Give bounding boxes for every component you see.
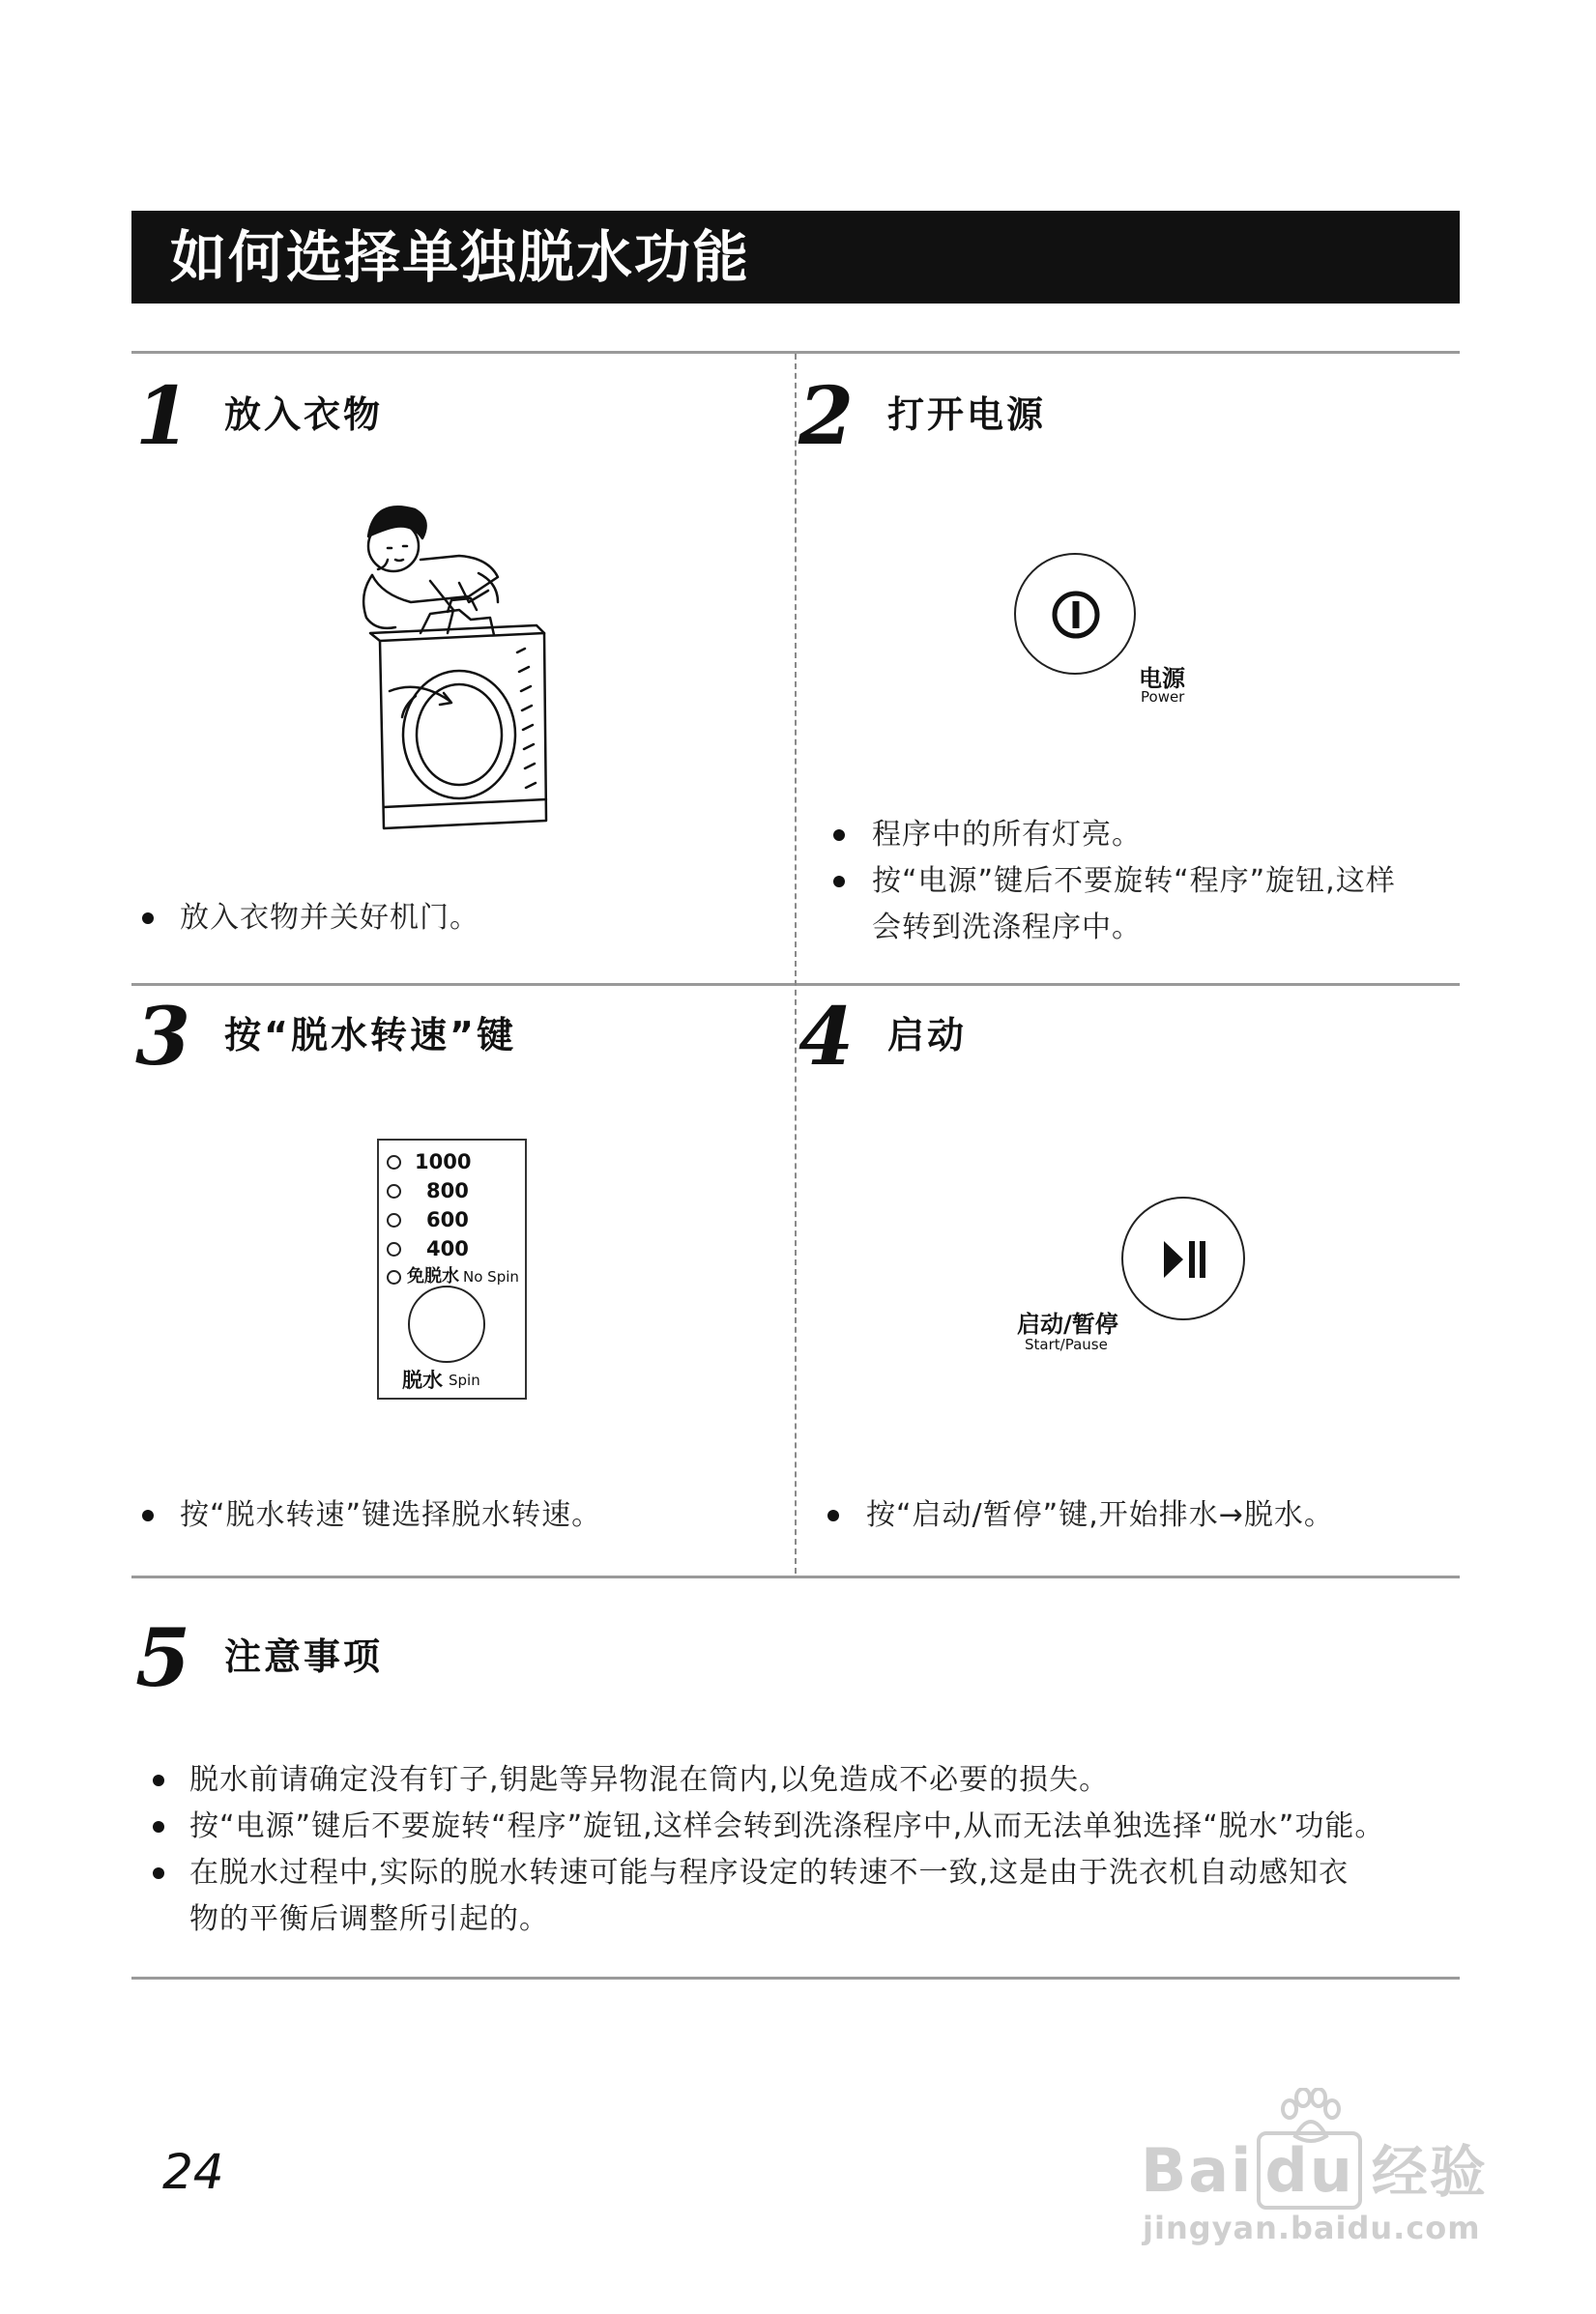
power-button[interactable] [1014,553,1136,675]
page-number: 24 [162,2144,224,2200]
step-2-bullet-dot-1 [833,829,845,841]
page-title: 如何选择单独脱水功能 [131,211,1460,304]
step-5-bullet-2: 按“电源”键后不要旋转“程序”旋钮,这样会转到洗涤程序中,从而无法单独选择“脱水”功能。 [189,1809,1385,1843]
step-5-bullet-dot-2 [153,1821,164,1833]
step-2-title: 打开电源 [887,393,1047,436]
divider-lower [131,1576,1460,1578]
step-4-bullet: 按“启动/暂停”键,开始排水→脱水。 [866,1498,1334,1532]
step-2-bullet-2: 按“电源”键后不要旋转“程序”旋钮,这样 [872,864,1396,898]
divider-bottom [131,1977,1460,1980]
watermark-brand: Bai [1141,2135,1254,2206]
spin-option-800: 800 [387,1181,469,1201]
step-1-bullet: 放入衣物并关好机门。 [180,901,479,935]
spin-speed-panel [377,1139,527,1400]
step-5-title: 注意事项 [224,1635,384,1678]
spin-option-600: 600 [387,1210,469,1230]
loading-laundry-illustration [314,488,556,841]
indicator-light [387,1213,401,1228]
step-4-number: 4 [798,991,855,1084]
step-5-bullet-3-cont: 物的平衡后调整所引起的。 [189,1902,549,1936]
watermark-cn: 经验 [1371,2139,1488,2205]
step-1-title: 放入衣物 [224,393,384,436]
spin-option-400: 400 [387,1239,469,1259]
step-2-bullet-1: 程序中的所有灯亮。 [872,818,1142,852]
baidu-jingyan-watermark [1131,2088,1518,2252]
step-3-number: 3 [135,991,191,1084]
power-icon [1049,588,1103,642]
column-divider [795,354,797,1574]
spin-option-1000: 1000 [387,1152,471,1172]
step-3-bullet-dot [142,1510,154,1521]
indicator-light [387,1155,401,1170]
indicator-light [387,1270,401,1285]
watermark-url: jingyan.baidu.com [1143,2210,1481,2246]
spin-button[interactable] [408,1286,485,1363]
start-pause-label-cn: 启动/暂停 [1017,1311,1118,1338]
step-5-bullet-dot-1 [153,1775,164,1786]
play-pause-icon [1162,1239,1208,1280]
power-label-en: Power [1141,688,1185,706]
step-1-bullet-dot [142,912,154,924]
power-label-cn: 电源 [1139,665,1185,692]
step-5-number: 5 [135,1612,191,1705]
step-5-bullet-dot-3 [153,1867,164,1879]
step-3-title: 按“脱水转速”键 [224,1014,516,1056]
start-pause-label-en: Start/Pause [1025,1336,1108,1353]
step-3-bullet: 按“脱水转速”键选择脱水转速。 [180,1498,602,1532]
step-4-title: 启动 [887,1014,968,1056]
start-pause-button[interactable] [1121,1197,1245,1320]
step-5-bullet-3: 在脱水过程中,实际的脱水转速可能与程序设定的转速不一致,这是由于洗衣机自动感知衣 [189,1856,1349,1890]
indicator-light [387,1242,401,1257]
step-4-bullet-dot [827,1510,839,1521]
spin-label: 脱水 Spin [402,1369,480,1392]
spin-option-no-spin: 免脱水 No Spin [387,1268,519,1286]
step-1-number: 1 [135,370,191,463]
step-2-bullet-2-cont: 会转到洗涤程序中。 [872,911,1142,944]
watermark-brand2: du [1257,2131,1362,2210]
indicator-light [387,1184,401,1199]
step-5-bullet-1: 脱水前请确定没有钉子,钥匙等异物混在筒内,以免造成不必要的损失。 [189,1763,1110,1797]
step-2-bullet-dot-2 [833,876,845,887]
step-2-number: 2 [798,370,855,463]
